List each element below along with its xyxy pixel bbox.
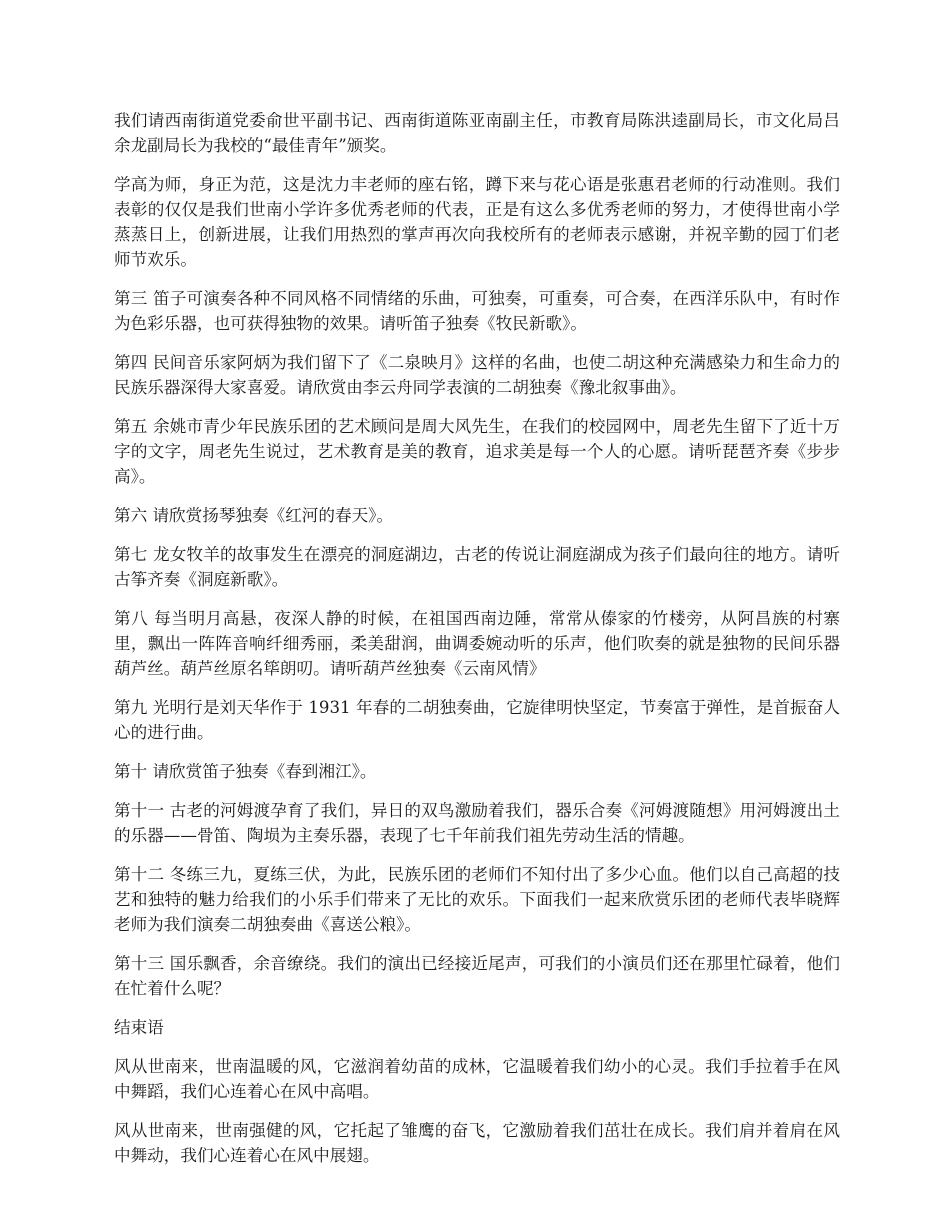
paragraph-teacher-praise: 学高为师，身正为范，这是沈力丰老师的座右铭，蹲下来与花心语是张惠君老师的行动准则。我们表彰的仅仅是我们世南小学许多优秀老师的代表，正是有这么多优秀老师的努力，才使得世南小学蒸蒸日上，创新进展，让我们用热烈的掌声再次向我校所有的老师表示感谢，并祝辛勤的园丁们老师节欢乐。: [114, 175, 840, 269]
paragraph-program-12: 第十二 冬练三九，夏练三伏，为此，民族乐团的老师们不知付出了多少心血。他们以自己高超的技艺和独特的魅力给我们的小乐手们带来了无比的欢乐。下面我们一起来欣赏乐团的老师代表毕晓辉老师为我们演奏二胡独奏曲《喜送公粮》。: [114, 865, 840, 934]
paragraph-closing-2: 风从世南来，世南强健的风，它托起了雏鹰的奋飞，它激励着我们茁壮在成长。我们肩并着肩在风中舞动，我们心连着心在风中展翅。: [114, 1121, 840, 1165]
paragraph-program-4: 第四 民间音乐家阿炳为我们留下了《二泉映月》这样的名曲，也使二胡这种充满感染力和生命力的民族乐器深得大家喜爱。请欣赏由李云舟同学表演的二胡独奏《豫北叙事曲》。: [114, 353, 840, 397]
paragraph-program-11: 第十一 古老的河姆渡孕育了我们，异日的双鸟激励着我们，器乐合奏《河姆渡随想》用河姆渡出土的乐器——骨笛、陶埙为主奏乐器，表现了七千年前我们祖先劳动生活的情趣。: [114, 801, 840, 845]
paragraph-program-8: 第八 每当明月高悬，夜深人静的时候，在祖国西南边陲，常常从傣家的竹楼旁，从阿昌族的村寨里，飘出一阵阵音响纤细秀丽，柔美甜润，曲调委婉动听的乐声，他们吹奏的就是独物的民间乐器葫芦丝。葫芦丝原名筚朗叨。请听葫芦丝独奏《云南风情》: [114, 609, 840, 678]
section-heading-closing: 结束语: [114, 1018, 164, 1037]
paragraph-closing-1: 风从世南来，世南温暖的风，它滋润着幼苗的成林，它温暖着我们幼小的心灵。我们手拉着手在风中舞蹈，我们心连着心在风中高唱。: [114, 1057, 840, 1101]
paragraph-program-10: 第十 请欣赏笛子独奏《春到湘江》。: [114, 762, 377, 781]
document-page: [114, 108, 840, 1182]
paragraph-program-13: 第十三 国乐飘香，余音缭绕。我们的演出已经接近尾声，可我们的小演员们还在那里忙碌着，他们在忙着什么呢？: [114, 954, 840, 998]
paragraph-program-9: 第九 光明行是刘天华作于 1931 年春的二胡独奏曲，它旋律明快坚定，节奏富于弹性，是首振奋人心的进行曲。: [114, 698, 840, 742]
paragraph-program-6: 第六 请欣赏扬琴独奏《红河的春天》。: [114, 506, 394, 525]
paragraph-program-5: 第五 余姚市青少年民族乐团的艺术顾问是周大风先生，在我们的校园网中，周老先生留下了近十万字的文字，周老先生说过，艺术教育是美的教育，追求美是每一个人的心愿。请听琵琶齐奏《步步高》。: [114, 417, 840, 486]
paragraph-program-3: 第三 笛子可演奏各种不同风格不同情绪的乐曲，可独奏，可重奏，可合奏，在西洋乐队中，有时作为色彩乐器，也可获得独物的效果。请听笛子独奏《牧民新歌》。: [114, 289, 840, 333]
paragraph-program-7: 第七 龙女牧羊的故事发生在漂亮的洞庭湖边，古老的传说让洞庭湖成为孩子们最向往的地方。请听古筝齐奏《洞庭新歌》。: [114, 545, 840, 589]
paragraph-award-ceremony: 我们请西南街道党委俞世平副书记、西南街道陈亚南副主任，市教育局陈洪逵副局长，市文化局吕余龙副局长为我校的“最佳青年”颁奖。: [114, 111, 840, 155]
